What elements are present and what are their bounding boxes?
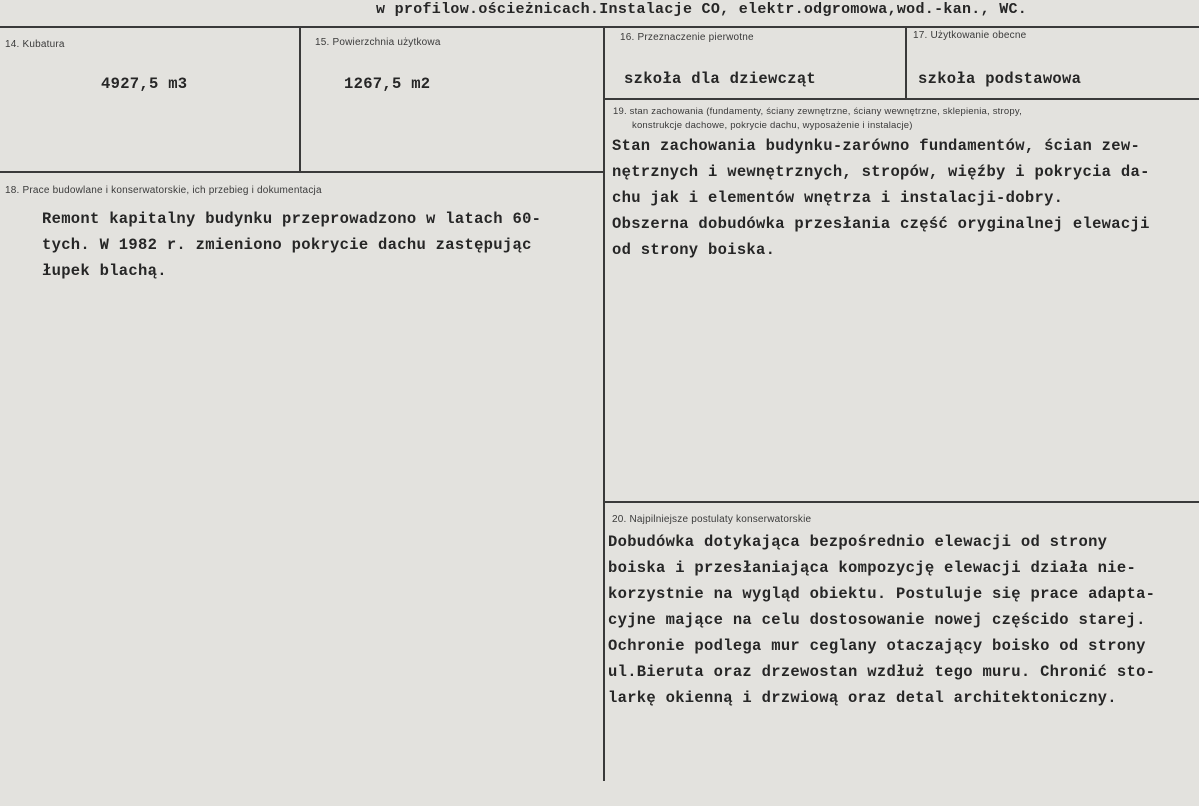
przeznaczenie-label: 16. Przeznaczenie pierwotne: [620, 32, 754, 43]
kubatura-value: 4927,5 m3: [101, 75, 188, 93]
stan-line: nętrznych i wewnętrznych, stropów, więźby i pokrycia da-: [612, 163, 1150, 181]
stan-text: [612, 133, 1150, 263]
rule-top: [0, 26, 1199, 28]
stan-line: chu jak i elementów wnętrza i instalacji-dobry.: [612, 189, 1064, 207]
kubatura-label: 14. Kubatura: [5, 39, 65, 50]
rule-vert-left: [299, 26, 301, 173]
postulaty-line: larkę okienną i drzwiową oraz detal architektoniczny.: [608, 689, 1117, 707]
postulaty-text: [608, 529, 1155, 711]
stan-line: od strony boiska.: [612, 241, 776, 259]
postulaty-label: 20. Najpilniejsze postulaty konserwatorskie: [612, 514, 812, 525]
powierzchnia-label: 15. Powierzchnia użytkowa: [315, 37, 441, 48]
prace-line: Remont kapitalny budynku przeprowadzono w latach 60-: [42, 210, 542, 228]
header-cut-line: w profilow.ościeżnicach.Instalacje CO, elektr.odgromowa,wod.-kan., WC.: [376, 1, 1028, 18]
postulaty-line: Ochronie podlega mur ceglany otaczający boisko od strony: [608, 637, 1146, 655]
prace-text: [42, 206, 541, 284]
stan-line: Obszerna dobudówka przesłania część oryginalnej elewacji: [612, 215, 1150, 233]
powierzchnia-value: 1267,5 m2: [344, 75, 431, 93]
rule-vert-right: [905, 26, 907, 99]
stan-label-line1: 19. stan zachowania (fundamenty, ściany zewnętrzne, ściany wewnętrzne, sklepienia, stropy,: [613, 106, 1022, 117]
postulaty-line: Dobudówka dotykająca bezpośrednio elewacji od strony: [608, 533, 1108, 551]
prace-line: tych. W 1982 r. zmieniono pokrycie dachu zastępując: [42, 236, 532, 254]
postulaty-line: korzystnie na wygląd obiektu. Postuluje się prace adapta-: [608, 585, 1156, 603]
postulaty-line: ul.Bieruta oraz drzewostan wzdłuż tego muru. Chronić sto-: [608, 663, 1156, 681]
rule-vert-center: [603, 26, 605, 781]
postulaty-line: cyjne mające na celu dostosowanie nowej częścido starej.: [608, 611, 1146, 629]
prace-line: łupek blachą.: [42, 262, 167, 280]
postulaty-line: boiska i przesłaniająca kompozycję elewacji działa nie-: [608, 559, 1137, 577]
uzytkowanie-label: 17. Użytkowanie obecne: [913, 30, 1027, 41]
rule-right-lower: [605, 501, 1199, 503]
uzytkowanie-value: szkoła podstawowa: [918, 70, 1082, 88]
rule-right-mid: [605, 98, 1199, 100]
przeznaczenie-value: szkoła dla dziewcząt: [624, 70, 817, 88]
stan-label-line2: konstrukcje dachowe, pokrycie dachu, wyposażenie i instalacje): [632, 120, 913, 131]
rule-left-mid: [0, 171, 605, 173]
stan-line: Stan zachowania budynku-zarówno fundamentów, ścian zew-: [612, 137, 1141, 155]
prace-label: 18. Prace budowlane i konserwatorskie, ich przebieg i dokumentacja: [5, 185, 322, 196]
